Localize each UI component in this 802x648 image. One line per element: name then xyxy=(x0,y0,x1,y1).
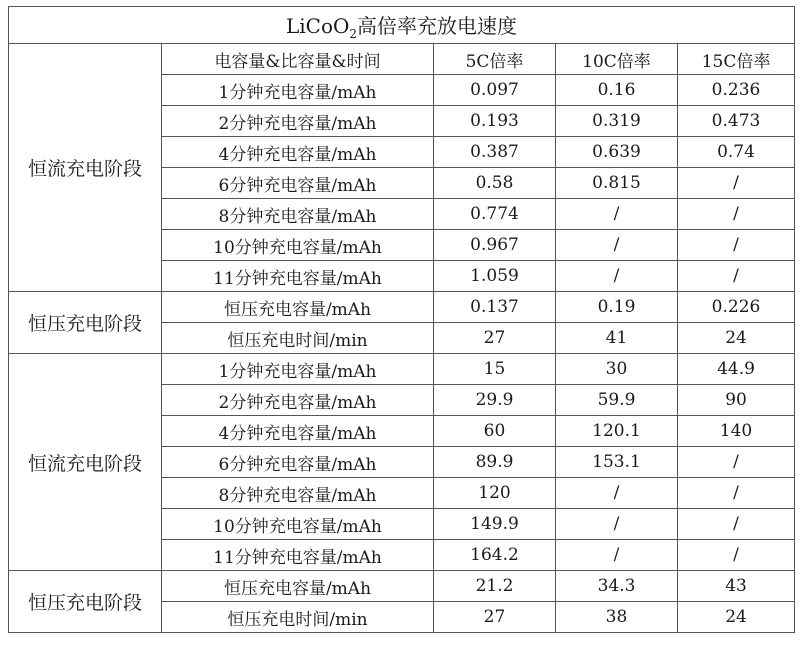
value-15c: / xyxy=(678,261,795,292)
value-5c: 27 xyxy=(434,602,556,633)
value-15c: 0.473 xyxy=(678,106,795,137)
value-15c: / xyxy=(678,540,795,571)
value-10c: / xyxy=(556,199,678,230)
value-10c: 59.9 xyxy=(556,385,678,416)
header-row xyxy=(9,44,795,75)
row-label: 2分钟充电容量/mAh xyxy=(162,385,434,416)
column-header: 5C倍率 xyxy=(434,44,556,75)
value-5c: 1.059 xyxy=(434,261,556,292)
value-15c: / xyxy=(678,230,795,261)
row-label: 恒压充电容量/mAh xyxy=(162,292,434,323)
value-15c: 140 xyxy=(678,416,795,447)
value-10c: 38 xyxy=(556,602,678,633)
value-5c: 0.387 xyxy=(434,137,556,168)
value-10c: 120.1 xyxy=(556,416,678,447)
value-5c: 0.967 xyxy=(434,230,556,261)
value-15c: 0.74 xyxy=(678,137,795,168)
value-15c: / xyxy=(678,199,795,230)
value-5c: 15 xyxy=(434,354,556,385)
value-10c: / xyxy=(556,509,678,540)
row-label: 10分钟充电容量/mAh xyxy=(162,230,434,261)
value-5c: 149.9 xyxy=(434,509,556,540)
value-15c: 24 xyxy=(678,602,795,633)
stage-cell: 恒压充电阶段 xyxy=(9,292,162,354)
column-header: 10C倍率 xyxy=(556,44,678,75)
value-5c: 0.097 xyxy=(434,75,556,106)
table-body xyxy=(9,44,795,633)
value-10c: 34.3 xyxy=(556,571,678,602)
stage-cell: 恒流充电阶段 xyxy=(9,44,162,292)
value-5c: 120 xyxy=(434,478,556,509)
title-suffix: 高倍率充放电速度 xyxy=(357,13,518,38)
value-10c: 153.1 xyxy=(556,447,678,478)
row-label: 2分钟充电容量/mAh xyxy=(162,106,434,137)
value-10c: 0.815 xyxy=(556,168,678,199)
value-5c: 0.193 xyxy=(434,106,556,137)
value-5c: 21.2 xyxy=(434,571,556,602)
row-label: 4分钟充电容量/mAh xyxy=(162,416,434,447)
value-5c: 164.2 xyxy=(434,540,556,571)
table-row xyxy=(9,292,795,323)
row-label: 4分钟充电容量/mAh xyxy=(162,137,434,168)
value-10c: 30 xyxy=(556,354,678,385)
row-label: 8分钟充电容量/mAh xyxy=(162,199,434,230)
row-label: 6分钟充电容量/mAh xyxy=(162,447,434,478)
value-15c: 43 xyxy=(678,571,795,602)
value-5c: 0.137 xyxy=(434,292,556,323)
row-label: 恒压充电时间/min xyxy=(162,323,434,354)
table-container xyxy=(8,6,794,633)
value-5c: 60 xyxy=(434,416,556,447)
row-label: 10分钟充电容量/mAh xyxy=(162,509,434,540)
row-label: 6分钟充电容量/mAh xyxy=(162,168,434,199)
value-5c: 29.9 xyxy=(434,385,556,416)
row-label: 11分钟充电容量/mAh xyxy=(162,540,434,571)
stage-cell: 恒流充电阶段 xyxy=(9,354,162,571)
value-10c: / xyxy=(556,540,678,571)
value-10c: / xyxy=(556,478,678,509)
value-15c: 0.236 xyxy=(678,75,795,106)
row-label: 1分钟充电容量/mAh xyxy=(162,354,434,385)
value-15c: / xyxy=(678,509,795,540)
row-label: 8分钟充电容量/mAh xyxy=(162,478,434,509)
table-row xyxy=(9,354,795,385)
value-15c: 90 xyxy=(678,385,795,416)
value-15c: / xyxy=(678,478,795,509)
value-10c: 0.319 xyxy=(556,106,678,137)
column-header: 电容量&比容量&时间 xyxy=(162,44,434,75)
value-5c: 27 xyxy=(434,323,556,354)
row-label: 1分钟充电容量/mAh xyxy=(162,75,434,106)
row-label: 恒压充电容量/mAh xyxy=(162,571,434,602)
title-row xyxy=(9,7,795,44)
title-subscript: 2 xyxy=(349,26,358,41)
value-15c: / xyxy=(678,447,795,478)
value-5c: 0.58 xyxy=(434,168,556,199)
title-prefix: LiCoO xyxy=(285,13,350,38)
table-row xyxy=(9,571,795,602)
value-5c: 89.9 xyxy=(434,447,556,478)
row-label: 恒压充电时间/min xyxy=(162,602,434,633)
value-15c: 0.226 xyxy=(678,292,795,323)
value-10c: 0.639 xyxy=(556,137,678,168)
value-5c: 0.774 xyxy=(434,199,556,230)
value-15c: 24 xyxy=(678,323,795,354)
value-10c: 0.16 xyxy=(556,75,678,106)
charge-rate-table xyxy=(8,6,795,633)
stage-cell: 恒压充电阶段 xyxy=(9,571,162,633)
value-10c: / xyxy=(556,230,678,261)
table-title xyxy=(9,7,795,44)
value-10c: 41 xyxy=(556,323,678,354)
column-header: 15C倍率 xyxy=(678,44,795,75)
value-10c: 0.19 xyxy=(556,292,678,323)
row-label: 11分钟充电容量/mAh xyxy=(162,261,434,292)
value-10c: / xyxy=(556,261,678,292)
value-15c: / xyxy=(678,168,795,199)
value-15c: 44.9 xyxy=(678,354,795,385)
